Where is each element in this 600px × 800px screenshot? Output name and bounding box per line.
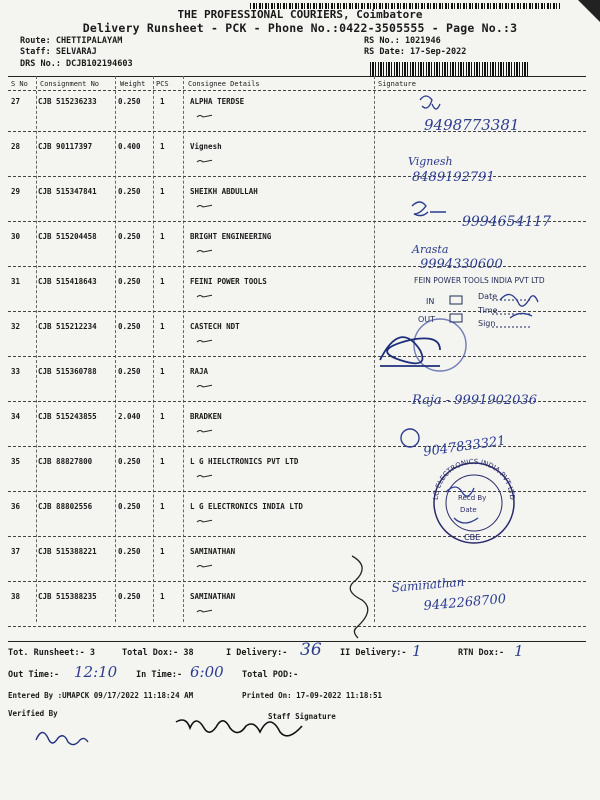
row-pcs: 1	[160, 97, 165, 106]
company-title: THE PROFESSIONAL COURIERS, Coimbatore	[177, 8, 423, 21]
row-sno: 27	[11, 97, 21, 106]
row-pcs: 1	[160, 232, 165, 241]
footer-printed-on: Printed On: 17-09-2022 11:18:51	[242, 691, 382, 700]
row-sno: 37	[11, 547, 21, 556]
row-consignment-no: CJB 90117397	[38, 142, 93, 151]
row-consignment-no: CJB 515243855	[38, 412, 97, 421]
row-consignee: BRIGHT ENGINEERING	[190, 232, 272, 241]
row-sno: 36	[11, 502, 21, 511]
row-weight: 0.400	[118, 142, 141, 151]
row-consignee: BRADKEN	[190, 412, 222, 421]
row-consignee: RAJA	[190, 367, 209, 376]
row-sno: 28	[11, 142, 21, 151]
row-pcs: 1	[160, 322, 165, 331]
footer-out-time: Out Time:-	[8, 670, 60, 680]
row-pcs: 1	[160, 592, 165, 601]
row-consignment-no: CJB 88802556	[38, 502, 93, 511]
footer-in-time-value: 6:00	[190, 663, 224, 681]
drs-number: DRS No.: DCJB102194603	[20, 59, 133, 69]
verifier-signature	[36, 732, 88, 744]
row28-phone: 8489192791	[412, 170, 495, 185]
row-consignee: L G ELECTRONICS INDIA LTD	[190, 502, 303, 511]
row-consignment-no: CJB 88827800	[38, 457, 93, 466]
row-consignment-no: CJB 515347841	[38, 187, 97, 196]
footer-total-pod: Total POD:-	[242, 670, 299, 680]
row-consignee: ALPHA TERDSE	[190, 97, 245, 106]
row35-stamp-text: LG ELECTRONICS INDIA PVT LTD	[431, 457, 517, 501]
footer-tot-runsheet: Tot. Runsheet:- 3	[8, 648, 95, 658]
row38-name: Saminathan	[391, 574, 465, 595]
row-pcs: 1	[160, 367, 165, 376]
row35-date-label: Date	[460, 506, 477, 514]
footer-rtn-dox: RTN Dox:-	[458, 648, 505, 658]
row-pcs: 1	[160, 142, 165, 151]
row-sno: 31	[11, 277, 21, 286]
row-weight: 0.250	[118, 97, 141, 106]
row-sno: 33	[11, 367, 21, 376]
row-consignee: SHEIKH ABDULLAH	[190, 187, 258, 196]
row-consignee: SAMINATHAN	[190, 547, 236, 556]
row27-phone: 9498773381	[424, 116, 520, 134]
footer-in-time: In Time:-	[136, 670, 183, 680]
footer-out-time-value: 12:10	[74, 663, 118, 681]
row31-stamp: FEIN POWER TOOLS INDIA PVT LTD	[414, 276, 545, 285]
rs-number: RS No.: 1021946	[364, 36, 441, 46]
row-sno: 38	[11, 592, 21, 601]
rs-date: RS Date: 17-Sep-2022	[364, 47, 467, 57]
row31-time-label: Time	[478, 306, 498, 315]
col-header-consignment: Consignment No	[40, 80, 100, 88]
row-weight: 0.250	[118, 547, 141, 556]
col-header-weight: Weight	[120, 80, 146, 88]
row29-phone: 9994654117	[462, 214, 552, 230]
footer-total-dox: Total Dox:- 38	[122, 648, 194, 658]
row-weight: 0.250	[118, 457, 141, 466]
row-consignee: CASTECH NDT	[190, 322, 240, 331]
runsheet-title: Delivery Runsheet - PCK - Phone No.:0422-3505555 - Page No.:3	[82, 21, 518, 35]
row-sno: 29	[11, 187, 21, 196]
row-pcs: 1	[160, 547, 165, 556]
row-consignment-no: CJB 515204458	[38, 232, 97, 241]
row-sno: 35	[11, 457, 21, 466]
footer-ii-delivery-value: 1	[412, 642, 422, 660]
row-weight: 0.250	[118, 502, 141, 511]
row35-cbe-label: CBE	[464, 533, 481, 542]
staff-signature	[176, 720, 302, 736]
row31-date-label: Date	[478, 292, 498, 301]
footer-i-delivery: I Delivery:-	[226, 648, 288, 658]
row31-in-label: IN	[426, 297, 435, 306]
row-pcs: 1	[160, 277, 165, 286]
row-consignment-no: CJB 515360788	[38, 367, 97, 376]
footer-ii-delivery: II Delivery:-	[340, 648, 407, 658]
route-label: Route: CHETTIPALAYAM	[20, 36, 123, 46]
row-weight: 0.250	[118, 367, 141, 376]
row30-phone: 9994330600	[420, 257, 503, 272]
row-weight: 0.250	[118, 592, 141, 601]
row-weight: 0.250	[118, 322, 141, 331]
row-pcs: 1	[160, 412, 165, 421]
row34-phone: 9047833321	[422, 433, 507, 460]
row-pcs: 1	[160, 457, 165, 466]
row-sno: 30	[11, 232, 21, 241]
row-consignment-no: CJB 515236233	[38, 97, 97, 106]
row28-name: Vignesh	[408, 155, 453, 168]
row-consignee: Vignesh	[190, 142, 222, 151]
row35-recd-label: Recd By	[458, 494, 487, 502]
row-sno: 34	[11, 412, 21, 421]
col-header-signature: Signature	[378, 80, 416, 88]
col-header-pcs: PCS	[156, 80, 169, 88]
row31-sign-label: Sign	[478, 319, 496, 328]
col-header-sno: S No	[11, 80, 28, 88]
row-weight: 0.250	[118, 277, 141, 286]
staff-label: Staff: SELVARAJ	[20, 47, 97, 57]
row-sno: 32	[11, 322, 21, 331]
footer-verified-by: Verified By	[8, 709, 58, 718]
row33-signature: Raja - 9991902036	[412, 393, 537, 408]
row-consignee: SAMINATHAN	[190, 592, 236, 601]
row-weight: 0.250	[118, 232, 141, 241]
row-consignment-no: CJB 515212234	[38, 322, 97, 331]
row-consignment-no: CJB 515418643	[38, 277, 97, 286]
row-pcs: 1	[160, 502, 165, 511]
footer-rtn-dox-value: 1	[514, 642, 524, 660]
row-consignment-no: CJB 515388221	[38, 547, 97, 556]
row-consignee: L G HIELCTRONICS PVT LTD	[190, 457, 299, 466]
row31-out-label: OUT	[418, 315, 436, 324]
row-weight: 0.250	[118, 187, 141, 196]
row-weight: 2.040	[118, 412, 141, 421]
col-header-consignee: Consignee Details	[188, 80, 260, 88]
row38-phone: 9442268700	[423, 591, 507, 614]
row30-name: Arasta	[412, 243, 449, 256]
row-consignee: FEINI POWER TOOLS	[190, 277, 267, 286]
footer-i-delivery-value: 36	[300, 640, 322, 660]
row-consignment-no: CJB 515388235	[38, 592, 97, 601]
footer-staff-signature: Staff Signature	[268, 712, 336, 721]
footer-entered-by: Entered By :UMAPCK 09/17/2022 11:18:24 AM	[8, 691, 194, 700]
row-pcs: 1	[160, 187, 165, 196]
